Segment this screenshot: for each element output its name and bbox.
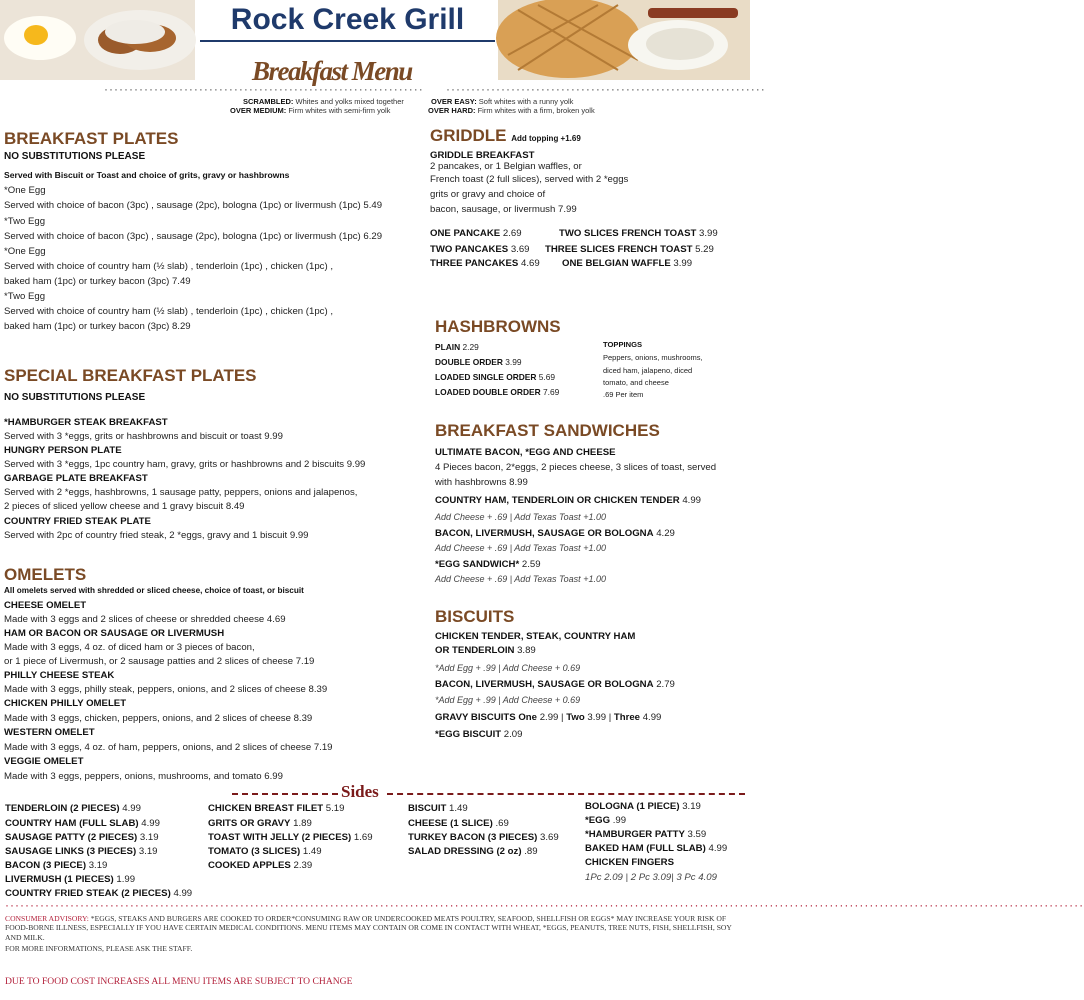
breakfast-plates-served: Served with Biscuit or Toast and choice of grits, gravy or hashbrowns	[4, 170, 290, 180]
price-change-notice: DUE TO FOOD COST INCREASES ALL MENU ITEMS ARE SUBJECT TO CHANGE	[5, 976, 353, 987]
side-item: SAUSAGE LINKS (3 PIECES) 3.19	[5, 846, 158, 857]
sandwiches-heading: BREAKFAST SANDWICHES	[435, 421, 660, 440]
sides-rule-left	[232, 793, 338, 797]
hashbrowns-heading: HASHBROWNS	[435, 317, 561, 336]
breakfast-photo-left	[0, 0, 195, 80]
plate-line: baked ham (1pc) or turkey bacon (3pc) 8.29	[4, 321, 191, 332]
omelet-name: CHICKEN PHILLY OMELET	[4, 698, 127, 709]
side-item: SALAD DRESSING (2 oz) .89	[408, 846, 538, 857]
plate-line: Served with choice of country ham (½ slab) , tenderloin (1pc) , chicken (1pc) ,	[4, 261, 333, 272]
hashbrown-item: DOUBLE ORDER 3.99	[435, 357, 522, 367]
omelet-desc: Made with 3 eggs, philly steak, peppers, onions, and 2 slices of cheese 8.39	[4, 684, 328, 695]
hashbrown-item: LOADED SINGLE ORDER 5.69	[435, 372, 556, 382]
griddle-item: ONE PANCAKE 2.69	[430, 228, 522, 239]
griddle-desc: French toast (2 full slices), served with 2 *eggs	[430, 174, 629, 185]
side-item: CHEESE (1 SLICE) .69	[408, 818, 509, 829]
plate-line: Served with choice of bacon (3pc) , sausage (2pc), bologna (1pc) or livermush (1pc) 5.49	[4, 200, 383, 211]
egg-note-scrambled: SCRAMBLED: Whites and yolks mixed together	[243, 97, 404, 106]
omelet-desc: Made with 3 eggs, 4 oz. of ham, peppers, onions, and 2 slices of cheese 7.19	[4, 742, 333, 753]
biscuits-heading: BISCUITS	[435, 607, 515, 626]
sides-heading: Sides	[341, 782, 379, 801]
toppings-title: TOPPINGS	[603, 340, 643, 349]
side-item: LIVERMUSH (1 PIECES) 1.99	[5, 874, 136, 885]
omelet-name: HAM OR BACON OR SAUSAGE OR LIVERMUSH	[4, 628, 225, 639]
omelets-heading: OMELETS	[4, 565, 87, 584]
sandwich-item: COUNTRY HAM, TENDERLOIN OR CHICKEN TENDER 4.99	[435, 495, 702, 506]
chicken-fingers-prices: 1Pc 2.09 | 2 Pc 3.09| 3 Pc 4.09	[585, 872, 717, 883]
side-item: TENDERLOIN (2 PIECES) 4.99	[5, 803, 141, 814]
special-item-desc: 2 pieces of sliced yellow cheese and 1 gravy biscuit 8.49	[4, 501, 245, 512]
gravy-biscuits: GRAVY BISCUITS One 2.99 | Two 3.99 | Three 4.99	[435, 712, 662, 723]
toppings-line: .69 Per item	[603, 390, 644, 399]
waffle-photo-right	[498, 0, 750, 80]
toppings-line: Peppers, onions, mushrooms,	[603, 353, 703, 362]
griddle-item: ONE BELGIAN WAFFLE 3.99	[562, 258, 693, 269]
sandwich-addons: Add Cheese + .69 | Add Texas Toast +1.00	[435, 543, 606, 553]
special-item-name: HUNGRY PERSON PLATE	[4, 445, 122, 456]
sandwich-item: BACON, LIVERMUSH, SAUSAGE OR BOLOGNA 4.29	[435, 528, 675, 539]
breakfast-plates-heading: BREAKFAST PLATES	[4, 129, 179, 148]
side-item: BISCUIT 1.49	[408, 803, 468, 814]
egg-note-over-medium: OVER MEDIUM: Firm whites with semi-firm yolk	[230, 106, 391, 115]
omelets-note: All omelets served with shredded or sliced cheese, choice of toast, or biscuit	[4, 586, 304, 595]
side-item: COOKED APPLES 2.39	[208, 860, 313, 871]
side-item: TOMATO (3 SLICES) 1.49	[208, 846, 322, 857]
side-item: COUNTRY HAM (FULL SLAB) 4.99	[5, 818, 160, 829]
egg-biscuit: *EGG BISCUIT 2.09	[435, 729, 523, 740]
menu-subtitle: Breakfast Menu	[252, 56, 412, 86]
title-underline	[200, 40, 495, 42]
breakfast-plates-note: NO SUBSTITUTIONS PLEASE	[4, 151, 146, 162]
sandwich-addons: Add Cheese + .69 | Add Texas Toast +1.00	[435, 512, 606, 522]
toppings-line: diced ham, jalapeno, diced	[603, 366, 693, 375]
egg-note-over-hard: OVER HARD: Firm whites with a firm, broken yolk	[428, 106, 595, 115]
sandwich-item: *EGG SANDWICH* 2.59	[435, 559, 541, 570]
advisory-dots: ························································································································································································································	[5, 898, 1084, 912]
side-item: GRITS OR GRAVY 1.89	[208, 818, 312, 829]
side-item: SAUSAGE PATTY (2 PIECES) 3.19	[5, 832, 159, 843]
sandwich-desc: 4 Pieces bacon, 2*eggs, 2 pieces cheese, 3 slices of toast, served	[435, 462, 717, 473]
omelet-desc: Made with 3 eggs, peppers, onions, mushrooms, and tomato 6.99	[4, 771, 283, 782]
sandwich-addons: Add Cheese + .69 | Add Texas Toast +1.00	[435, 574, 606, 584]
biscuit-addons: *Add Egg + .99 | Add Cheese + 0.69	[435, 695, 581, 705]
side-item: BOLOGNA (1 PIECE) 3.19	[585, 801, 701, 812]
omelet-name: VEGGIE OMELET	[4, 756, 84, 767]
special-item-desc: Served with 3 *eggs, grits or hashbrowns and biscuit or toast 9.99	[4, 431, 283, 442]
side-item: COUNTRY FRIED STEAK (2 PIECES) 4.99	[5, 888, 193, 899]
plate-line: *One Egg	[4, 185, 46, 196]
plate-line: Served with choice of bacon (3pc) , sausage (2pc), bologna (1pc) or livermush (1pc) 6.29	[4, 231, 383, 242]
side-item: *HAMBURGER PATTY 3.59	[585, 829, 707, 840]
griddle-item: THREE SLICES FRENCH TOAST 5.29	[545, 244, 714, 255]
side-item: *EGG .99	[585, 815, 627, 826]
omelet-desc: Made with 3 eggs, 4 oz. of diced ham or 3 pieces of bacon,	[4, 642, 255, 653]
special-plates-note: NO SUBSTITUTIONS PLEASE	[4, 392, 146, 403]
omelet-name: WESTERN OMELET	[4, 727, 95, 738]
omelet-name: CHEESE OMELET	[4, 600, 87, 611]
consumer-advisory: CONSUMER ADVISORY: *EGGS, STEAKS AND BURGERS ARE COOKED TO ORDER*CONSUMING RAW OR UNDERCOOKED MEATS POULTRY, SEAFOOD, SHELLFISH OR EGGS* MAY INCREASE YOUR RISK OF FOOD-BORNE ILLNESS, ESPECIALLY IF YOU HAVE CERTAIN MEDICAL CONDITIONS. MENU ITEMS MAY CONTAIN OR COME IN CONTACT WITH WHEAT, *EGGS, PEANUTS, TREE NUTS, FISH, SHELLFISH, SOY AND MILK.	[5, 914, 732, 942]
omelet-name: PHILLY CHEESE STEAK	[4, 670, 115, 681]
side-item: BAKED HAM (FULL SLAB) 4.99	[585, 843, 728, 854]
sandwich-name: ULTIMATE BACON, *EGG AND CHEESE	[435, 447, 616, 458]
hashbrown-item: PLAIN 2.29	[435, 342, 479, 352]
side-item: TOAST WITH JELLY (2 PIECES) 1.69	[208, 832, 373, 843]
omelet-desc: Made with 3 eggs, chicken, peppers, onions, and 2 slices of cheese 8.39	[4, 713, 313, 724]
special-item-name: GARBAGE PLATE BREAKFAST	[4, 473, 148, 484]
griddle-heading: GRIDDLE Add topping +1.69	[430, 126, 581, 145]
omelet-desc: Made with 3 eggs and 2 slices of cheese or shredded cheese 4.69	[4, 614, 286, 625]
plate-line: baked ham (1pc) or turkey bacon (3pc) 7.49	[4, 276, 191, 287]
subtitle-dots-left: ································································	[104, 82, 424, 96]
special-item-name: COUNTRY FRIED STEAK PLATE	[4, 516, 151, 527]
sides-rule-right	[387, 793, 745, 797]
special-item-desc: Served with 2 *eggs, hashbrowns, 1 sausage patty, peppers, onions and jalapenos,	[4, 487, 358, 498]
griddle-item: TWO PANCAKES 3.69	[430, 244, 530, 255]
omelet-desc: or 1 piece of Livermush, or 2 sausage patties and 2 slices of cheese 7.19	[4, 656, 315, 667]
biscuit-addons: *Add Egg + .99 | Add Cheese + 0.69	[435, 663, 581, 673]
griddle-desc: grits or gravy and choice of	[430, 189, 546, 200]
griddle-desc: bacon, sausage, or livermush 7.99	[430, 204, 577, 215]
special-plates-heading: SPECIAL BREAKFAST PLATES	[4, 366, 257, 385]
side-item: CHICKEN FINGERS	[585, 857, 675, 868]
griddle-desc: 2 pancakes, or 1 Belgian waffles, or	[430, 161, 582, 172]
restaurant-title: Rock Creek Grill	[230, 3, 465, 36]
advisory-more-info: FOR MORE INFORMATIONS, PLEASE ASK THE STAFF.	[5, 944, 193, 953]
side-item: BACON (3 PIECE) 3.19	[5, 860, 108, 871]
plate-line: *Two Egg	[4, 291, 46, 302]
side-item: TURKEY BACON (3 PIECES) 3.69	[408, 832, 559, 843]
side-item: CHICKEN BREAST FILET 5.19	[208, 803, 345, 814]
egg-note-over-easy: OVER EASY: Soft whites with a runny yolk	[431, 97, 574, 106]
plate-line: *One Egg	[4, 246, 46, 257]
special-item-desc: Served with 3 *eggs, 1pc country ham, gravy, grits or hashbrowns and 2 biscuits 9.99	[4, 459, 366, 470]
griddle-breakfast-name: GRIDDLE BREAKFAST	[430, 150, 535, 161]
griddle-item: THREE PANCAKES 4.69	[430, 258, 540, 269]
biscuit-name: CHICKEN TENDER, STEAK, COUNTRY HAM	[435, 631, 636, 642]
sandwich-desc: with hashbrowns 8.99	[435, 477, 528, 488]
special-item-desc: Served with 2pc of country fried steak, 2 *eggs, gravy and 1 biscuit 9.99	[4, 530, 309, 541]
special-item-name: *HAMBURGER STEAK BREAKFAST	[4, 417, 168, 428]
biscuit-item: BACON, LIVERMUSH, SAUSAGE OR BOLOGNA 2.79	[435, 679, 675, 690]
subtitle-dots-right: ································································	[446, 82, 766, 96]
plate-line: *Two Egg	[4, 216, 46, 227]
toppings-line: tomato, and cheese	[603, 378, 669, 387]
griddle-item: TWO SLICES FRENCH TOAST 3.99	[559, 228, 718, 239]
hashbrown-item: LOADED DOUBLE ORDER 7.69	[435, 387, 560, 397]
biscuit-item: OR TENDERLOIN 3.89	[435, 645, 536, 656]
plate-line: Served with choice of country ham (½ slab) , tenderloin (1pc) , chicken (1pc) ,	[4, 306, 333, 317]
